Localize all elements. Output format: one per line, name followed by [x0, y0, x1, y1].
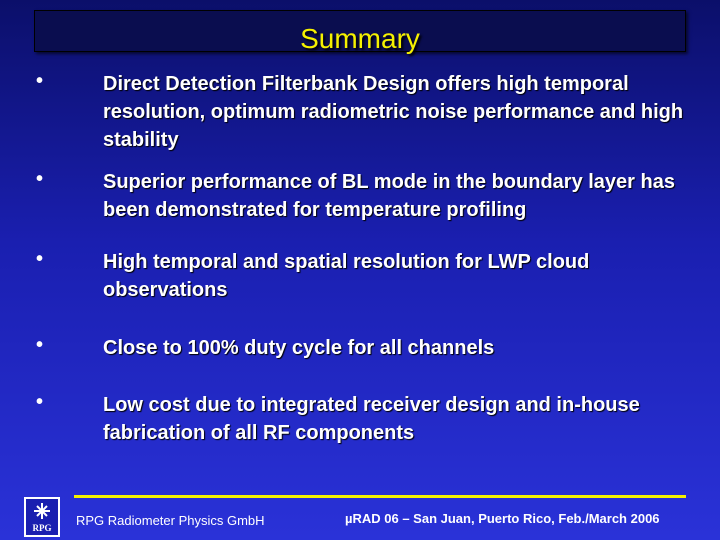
bullet-marker: •	[36, 334, 44, 356]
title-bar	[34, 10, 686, 52]
bullet-item-5: Low cost due to integrated receiver design and in-house fabrication of all RF components	[103, 394, 640, 444]
footer-event: µRAD 06 – San Juan, Puerto Rico, Feb./March 2006	[345, 511, 660, 526]
bullet-marker: •	[36, 168, 44, 190]
rpg-logo-icon	[24, 497, 60, 537]
bullet-item-1: Direct Detection Filterbank Design offers high temporal resolution, optimum radiometric noise performance and high stability	[103, 73, 684, 151]
bullet-marker: •	[36, 391, 44, 413]
footer-company: RPG Radiometer Physics GmbH	[76, 513, 265, 528]
slide-title: Summary	[300, 23, 420, 54]
footer-divider	[74, 495, 686, 498]
logo-text: RPG	[32, 523, 52, 533]
bullet-marker: •	[36, 70, 44, 92]
bullet-item-2: Superior performance of BL mode in the boundary layer has been demonstrated for temperature profiling	[103, 171, 675, 221]
bullet-item-3: High temporal and spatial resolution for LWP cloud observations	[103, 251, 590, 301]
bullet-marker: •	[36, 248, 44, 270]
bullet-item-4: Close to 100% duty cycle for all channels	[103, 337, 495, 359]
rpg-logo-graphic	[28, 501, 56, 533]
